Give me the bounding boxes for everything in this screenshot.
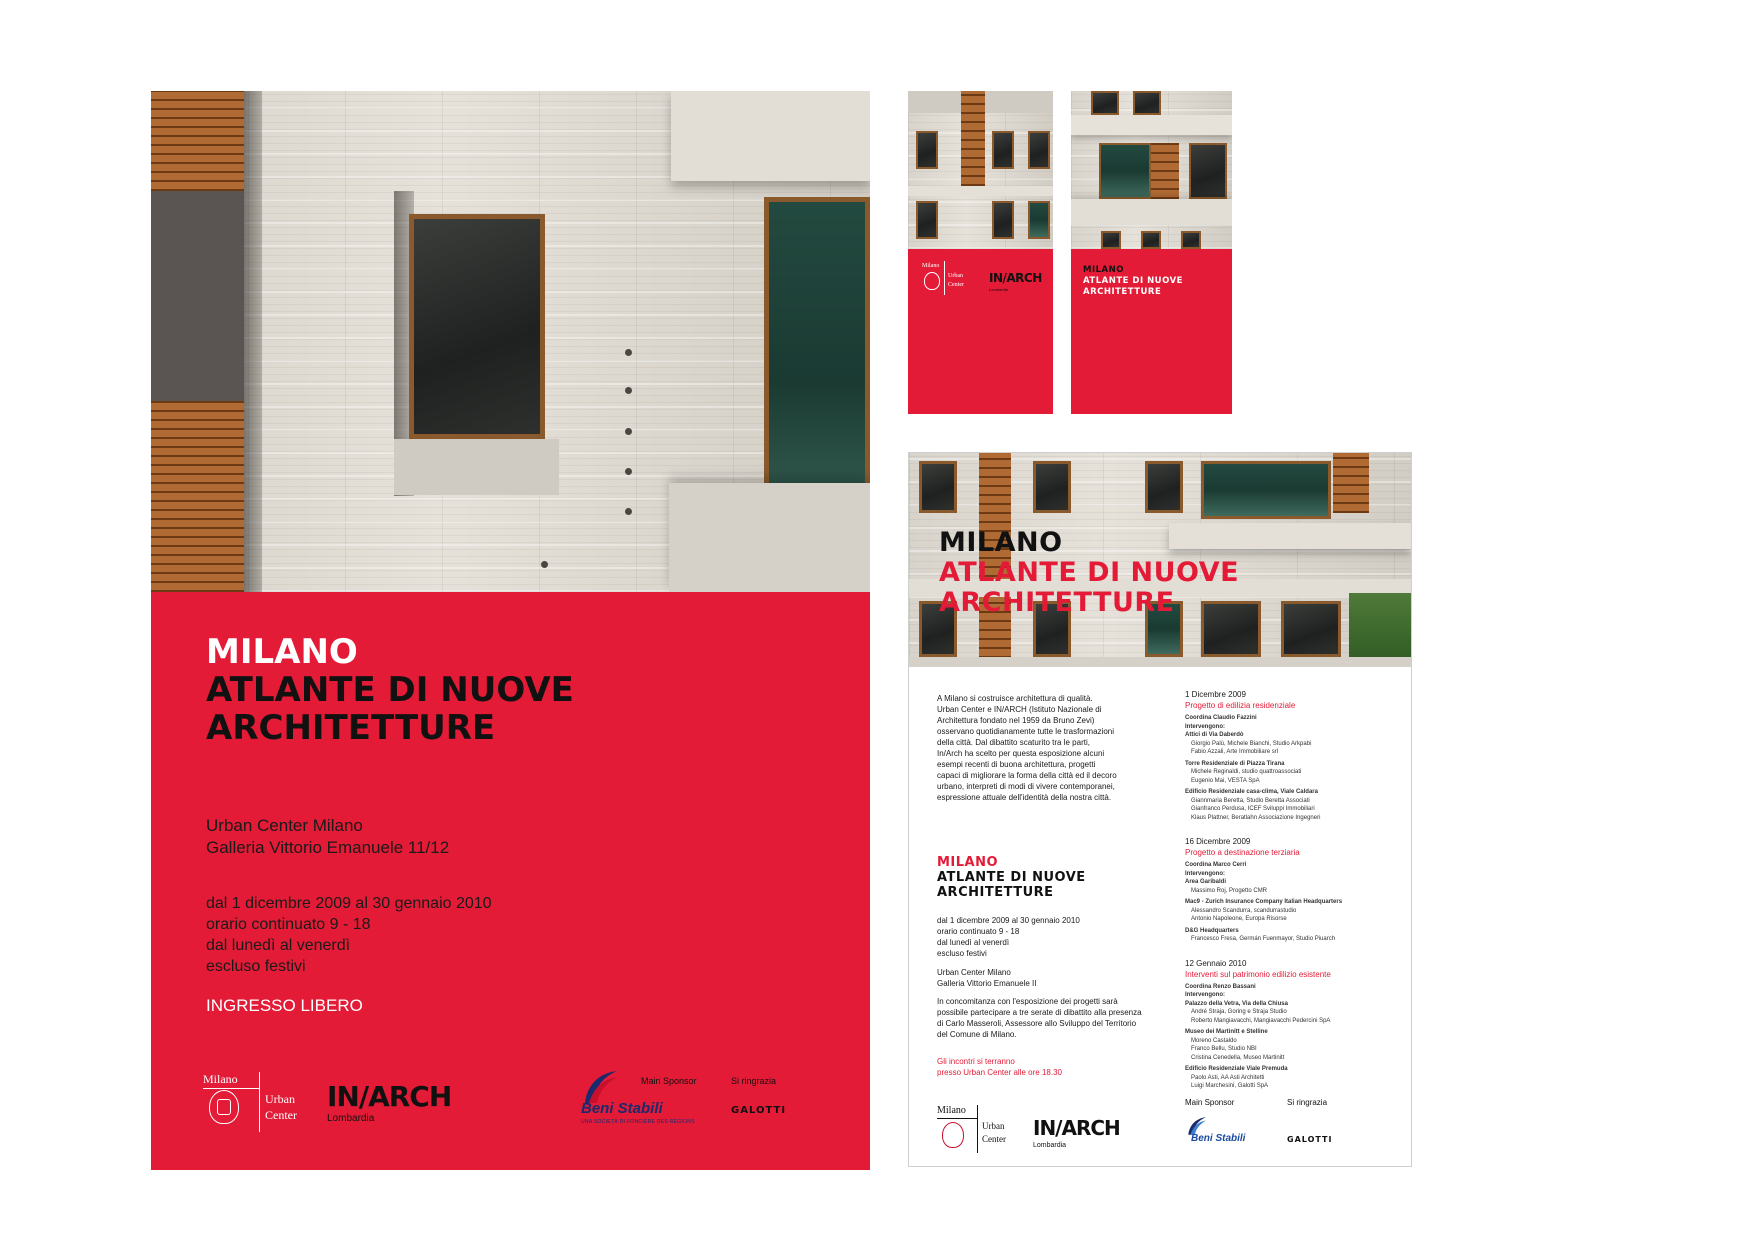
card1-logo-milano: Milano: [922, 263, 940, 269]
anchor-dot: [541, 561, 548, 568]
card2-title-milano: MILANO: [1083, 265, 1124, 275]
logo-urban-text: Urban: [265, 1092, 295, 1106]
poster-dates-line1: dal 1 dicembre 2009 al 30 gennaio 2010: [206, 895, 492, 912]
flyer-logo-milano: Milano: [937, 1105, 966, 1116]
urban-center-logo: [203, 1072, 313, 1132]
poster-title-line3: ARCHITETTURE: [206, 708, 496, 748]
flyer-intro: A Milano si costruisce architettura di qualità. Urban Center e IN/ARCH (Istituto Nazionale di Architettura fondato nel 1959 da Bruno Zevi) osservano quotidianamente tutte le trasformazioni della città. Dal dibattito scaturito tra le parti, In/Arch ha scelto per questa esposizione alcuni esempi recenti di buona architettura, progetti capaci di migliorare la forma della città ed il decoro urbano, interpreti di modi di vivere contemporanei, espressione attuale dell'identità della nostra città.: [937, 694, 1117, 802]
card-title: [1071, 91, 1232, 414]
flyer-sponsor-name: Beni Stabili: [1191, 1133, 1246, 1144]
flyer-dates: dal 1 dicembre 2009 al 30 gennaio 2010 orario continuato 9 - 18 dal lunedì al venerdì escluso festivi: [937, 916, 1080, 958]
poster-photo: [151, 91, 870, 592]
flyer-title-line2: ATLANTE DI NUOVE: [939, 557, 1240, 588]
event-date: 16 Dicembre 2009: [1185, 837, 1251, 846]
anchor-dot: [625, 349, 632, 356]
ledge-bottom: [669, 483, 870, 592]
wood-shutter-top: [151, 91, 244, 191]
event-topic: Progetto a destinazione terziaria: [1185, 848, 1300, 857]
card2-title-line2: ATLANTE DI NUOVE: [1083, 276, 1183, 286]
card2-red: [1071, 249, 1232, 414]
card1-logo-center: Center: [948, 282, 964, 288]
flyer-inarch-logo: IN/ARCH: [1033, 1116, 1120, 1140]
program-event: 12 Gennaio 2010 Interventi sul patrimonio edilizio esistente Coordina Renzo Bassani Intervengono: Palazzo della Vetra, Via della Chiusa André Straja, Goring e Straja Studio Roberto Mangiavacchi, Mangiavacchi Pedercini SpA Museo dei Martinitt e Stelline Moreno Castaldo Franco Bellu, Studio NBI Cristina Cenedella, Museo Martinitt Edificio Residenziale Viale Premuda Paolo Asti, AA Asti Architetti Luigi Marchesini, Galotti SpA: [1185, 958, 1405, 1091]
inarch-lombardia: Lombardia: [327, 1113, 375, 1124]
poster-entry: INGRESSO LIBERO: [206, 996, 363, 1015]
card1-red: [908, 249, 1053, 414]
logo-milano-text: Milano: [203, 1072, 238, 1086]
flyer-title-line3: ARCHITETTURE: [939, 587, 1175, 618]
window-left: [409, 214, 545, 439]
thanks-name: GALOTTI: [731, 1105, 787, 1116]
card1-logo-urban: Urban: [948, 273, 963, 279]
window-sill: [394, 439, 559, 495]
flyer-mini-title-line3: ARCHITETTURE: [937, 885, 1054, 900]
poster-dates-line4: escluso festivi: [206, 958, 306, 975]
anchor-dot: [625, 428, 632, 435]
milano-crest-icon: [209, 1090, 239, 1124]
facade-shadow-left: [244, 91, 262, 592]
poster-title-line2: ATLANTE DI NUOVE: [206, 670, 574, 710]
flyer-thanks-label: Si ringrazia: [1287, 1098, 1328, 1107]
poster: [151, 91, 870, 1170]
flyer: [908, 452, 1412, 1167]
flyer-thanks-name: GALOTTI: [1287, 1135, 1333, 1144]
card1-inarch: IN/ARCH: [989, 271, 1042, 285]
card1-photo: [908, 91, 1053, 249]
event-date: 1 Dicembre 2009: [1185, 690, 1246, 699]
flyer-crest-icon: [942, 1122, 964, 1148]
ledge-top-right: [671, 91, 870, 181]
flyer-meetings: Gli incontri si terranno presso Urban Center alle ore 18.30: [937, 1057, 1062, 1077]
program-event: 1 Dicembre 2009 Progetto di edilizia residenziale Coordina Claudio Fazzini Intervengono: Attici di Via Daberdò Giorgio Palù, Michele Bianchi, Studio Arkpabi Fabio Azzali, Arte Immobiliare srl Torre Residenziale di Piazza Tirana Michele Reginaldi, studio quattroassociati Eugenio Mai, VESTA SpA Edificio Residenziale casa-clima, Viale Caldara Giannmaria Beretta, Studio Beretta Associati Gianfranco Perdusa, ICEF Sviluppi Immobiliari Klaus Plattner, Beratlahn Associazione Ingegneri: [1185, 689, 1405, 822]
flyer-inarch-lombardia: Lombardia: [1033, 1142, 1067, 1149]
flyer-sponsor-label: Main Sponsor: [1185, 1098, 1235, 1107]
flyer-logo-center: Center: [982, 1134, 1006, 1144]
anchor-dot: [625, 508, 632, 515]
poster-red-panel: [151, 592, 870, 1170]
card1-crest-icon: [924, 272, 940, 290]
poster-venue-line1: Urban Center Milano: [206, 816, 363, 835]
flyer-logo-urban: Urban: [982, 1121, 1005, 1131]
wood-shutter-bottom: [151, 401, 244, 592]
card2-title-line3: ARCHITETTURE: [1083, 287, 1162, 297]
event-topic: Progetto di edilizia residenziale: [1185, 701, 1296, 710]
poster-venue-line2: Galleria Vittorio Emanuele 11/12: [206, 838, 450, 857]
card1-lombardia: Lombardia: [989, 287, 1008, 292]
anchor-dot: [625, 387, 632, 394]
inarch-logo: IN/ARCH: [327, 1080, 452, 1113]
sponsor-label: Main Sponsor: [641, 1076, 697, 1086]
flyer-program: [1185, 689, 1405, 1091]
card-logos: [908, 91, 1053, 414]
flyer-concurrent: In concomitanza con l'esposizione dei progetti sarà possibile partecipare a tre serate di dibattito alla presenza di Carlo Masseroli, Assessore allo Sviluppo del Territorio del Comune di Milano.: [937, 997, 1142, 1039]
flyer-venue: Urban Center Milano Galleria Vittorio Emanuele II: [937, 968, 1037, 988]
sponsor-name: Beni Stabili: [581, 1100, 663, 1117]
poster-dates-line3: dal lunedì al venerdì: [206, 937, 351, 954]
flyer-mini-title-milano: MILANO: [937, 855, 999, 870]
anchor-dot: [625, 468, 632, 475]
flyer-urban-center-logo: [937, 1105, 1017, 1153]
program-event: 16 Dicembre 2009 Progetto a destinazione terziaria Coordina Marco Cerri Intervengono: Area Garibaldi Massimo Roj, Progetto CMR Mac9 - Zurich Insurance Company Italian Headquarters Alessandro Scandurra, scandurrastudio Antonio Napoleone, Europa Risorse D&G Headquarters Francesco Fresa, Germán Fuenmayor, Studio Piuarch: [1185, 836, 1405, 944]
poster-title-milano: MILANO: [206, 632, 358, 672]
poster-dates-line2: orario continuato 9 - 18: [206, 916, 371, 933]
sponsor-tagline: UNA SOCIETÀ DI FONCIÈRE DES RÉGIONS: [581, 1119, 695, 1125]
thanks-label: Si ringrazia: [731, 1076, 777, 1086]
flyer-title-milano: MILANO: [939, 527, 1063, 558]
logo-center-text: Center: [265, 1108, 297, 1122]
card2-photo: [1071, 91, 1232, 249]
dark-gap: [151, 191, 244, 401]
flyer-mini-title-line2: ATLANTE DI NUOVE: [937, 870, 1086, 885]
event-topic: Interventi sul patrimonio edilizio esistente: [1185, 969, 1331, 979]
event-date: 12 Gennaio 2010: [1185, 958, 1247, 968]
